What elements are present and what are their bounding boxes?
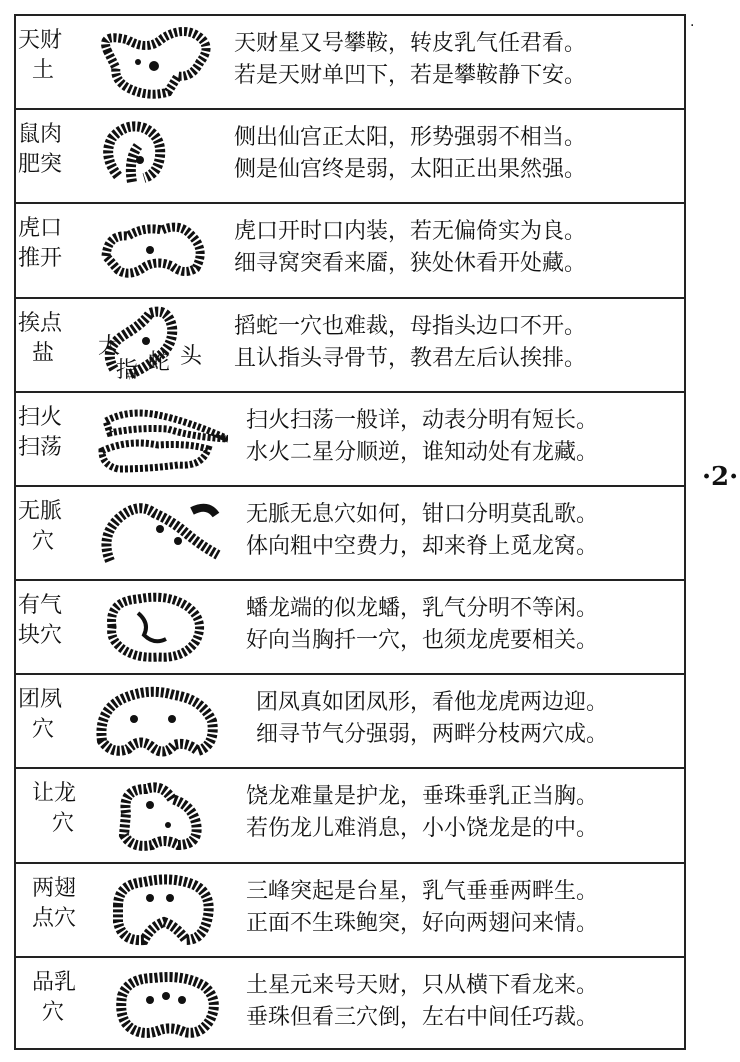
row-label: 无脈 穴: [18, 498, 63, 554]
table-row: [16, 956, 684, 1050]
youqi-shape: [88, 587, 228, 669]
page-number: ·2·: [702, 462, 739, 492]
wumai-shape: [88, 493, 228, 575]
verse-text: 土星元来号天财，只从横下看龙来。 垂珠但看三穴倒，左右中间任巧裁。: [246, 972, 599, 1030]
row-label: 品乳 穴: [32, 969, 77, 1025]
table-row: [16, 297, 684, 391]
table-row: [16, 767, 684, 861]
verse-text: 侧出仙宫正太阳，形势强弱不相当。 侧是仙宫终是弱，太阳正出果然强。: [234, 125, 587, 183]
row-label: 两翅 点穴: [32, 875, 77, 931]
verse-text: 天财星又号攀鞍，转皮乳气任君看。 若是天财单凹下，若是攀鞍静下安。: [234, 31, 587, 88]
saohuo-shape: [88, 399, 228, 481]
row-label: 挨点 盐: [18, 310, 63, 366]
verse-text: 扫火扫荡一般详，动表分明有短长。 水火二星分顺逆，谁知动处有龙藏。: [246, 407, 599, 465]
row-label: 天财 土: [18, 28, 63, 83]
table-row: [16, 673, 684, 767]
overlay-char: 大: [98, 333, 121, 359]
liangchi-shape: [88, 870, 228, 952]
row-label: 有气 块穴: [18, 593, 63, 649]
overlay-char: 蛇: [148, 349, 171, 375]
row-label: 让龙 穴: [32, 781, 77, 837]
ranglong-shape: [88, 775, 228, 857]
verse-table: [14, 14, 686, 1050]
overlay-char: 头: [180, 343, 203, 369]
verse-text: 虎口开时口内装，若无偏倚实为良。 细寻窝突看来靥，狭处休看开处藏。: [234, 219, 587, 277]
tiancai-shape: [88, 22, 228, 104]
table-row: [16, 108, 684, 202]
aidian-shape: [88, 305, 228, 387]
verse-text: 搯蛇一穴也难裁，母指头边口不开。 且认指头寻骨节，教君左后认挨排。: [234, 313, 587, 371]
overlay-char: 指: [116, 357, 139, 383]
table-row: [16, 485, 684, 579]
table-row: [16, 391, 684, 485]
table-row: [16, 862, 684, 956]
hukou-shape: [88, 210, 228, 292]
row-label: 扫火 扫荡: [18, 404, 63, 460]
pinru-shape: [88, 964, 228, 1046]
table-row: [16, 579, 684, 673]
table-row: [16, 202, 684, 296]
tuanfeng-shape: [88, 681, 228, 763]
verse-text: 蟠龙端的似龙蟠，乳气分明不等闲。 好向当胸扦一穴，也须龙虎要相关。: [246, 596, 599, 654]
verse-text: 无脈无息穴如何，钳口分明莫乱歌。 体向粗中空费力，却来脊上觅龙窝。: [246, 501, 599, 559]
verse-text: 三峰突起是台星，乳气垂垂两畔生。 正面不生珠鲍突，好向两翅问来情。: [246, 878, 599, 936]
verse-text: 饶龙难量是护龙，垂珠垂乳正当胸。 若伤龙儿难消息，小小饶龙是的中。: [246, 784, 599, 842]
shurou-shape: [88, 116, 228, 198]
table-row: [16, 14, 684, 108]
corner-dot: .: [690, 14, 695, 30]
row-label: 虎口 推开: [18, 216, 63, 272]
verse-text: 团凤真如团凤形，看他龙虎两边迎。 细寻节气分强弱，两畔分枝两穴成。: [256, 690, 609, 748]
row-label: 鼠肉 肥突: [18, 122, 63, 178]
row-label: 团夙 穴: [18, 687, 63, 743]
